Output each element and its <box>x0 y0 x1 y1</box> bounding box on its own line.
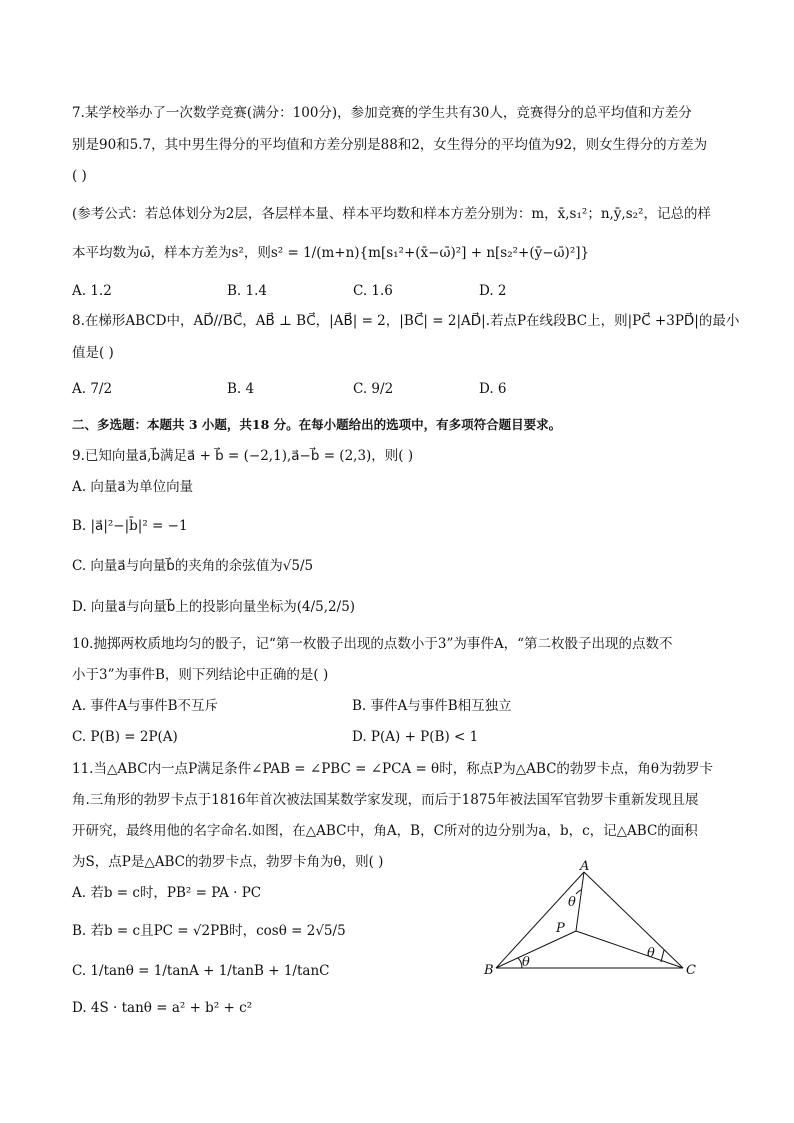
q8-option-b: B. 4 <box>227 381 255 397</box>
q8-line1: 8.在梯形ABCD中，AD⃗//BC⃗，AB⃗ ⊥ BC⃗，|AB⃗| = 2，|BC⃗| = 2|AD⃗|.若点P在线段BC上，则|PC⃗ +3PD⃗|的最小 <box>72 313 740 329</box>
label-b: B <box>484 963 494 978</box>
q8-option-a: A. 7/2 <box>72 381 113 397</box>
q11-option-b: B. 若b = c且PC = √2PB时，cosθ = 2√5/5 <box>72 923 346 939</box>
q11-option-c: C. 1/tanθ = 1/tanA + 1/tanB + 1/tanC <box>72 963 330 979</box>
q11-option-d: D. 4S · tanθ = a² + b² + c² <box>72 1000 253 1016</box>
q10-option-d: D. P(A) + P(B) < 1 <box>352 729 479 745</box>
q7-line1: 7.某学校举办了一次数学竞赛(满分：100分)，参加竞赛的学生共有30人，竞赛得分的总平均值和方差分 <box>72 105 692 121</box>
angle-arc-a <box>576 890 581 894</box>
q10-line1: 10.抛掷两枚质地均匀的骰子，记“第一枚骰子出现的点数小于3”为事件A，“第二枚骰子出现的点数不 <box>72 636 673 652</box>
segment-pa <box>576 872 584 931</box>
q7-option-a: A. 1.2 <box>72 283 112 299</box>
label-theta-b: θ <box>522 955 530 970</box>
label-theta-a: θ <box>568 895 576 910</box>
q7-option-c: C. 1.6 <box>353 283 393 299</box>
brocard-triangle-figure <box>478 858 718 988</box>
q8-line2: 值是( ) <box>72 345 114 361</box>
side-ca <box>584 872 683 968</box>
section-heading: 二、多选题：本题共 3 小题，共18 分。在每小题给出的选项中，有多项符合题目要求。 <box>72 417 562 432</box>
q7-note2: 本平均数为ω̄，样本方差为s²，则s² = 1/(m+n){m[s₁²+(x̄−ω̄)²] + n[s₂²+(ȳ−ω̄)²]} <box>72 245 590 261</box>
segment-pb <box>496 931 576 968</box>
angle-arc-c <box>661 950 664 962</box>
q11-option-a: A. 若b = c时，PB² = PA · PC <box>72 885 262 901</box>
q9-option-c: C. 向量a⃗与向量b⃗的夹角的余弦值为√5/5 <box>72 558 314 574</box>
q11-line2: 角.三角形的勃罗卡点于1816年首次被法国某数学家发现，而后于1875年被法国军官勃罗卡重新发现且展 <box>72 792 699 808</box>
label-theta-c: θ <box>647 946 655 961</box>
q7-option-b: B. 1.4 <box>227 283 267 299</box>
q8-option-d: D. 6 <box>479 381 507 397</box>
q7-note1: (参考公式：若总体划分为2层，各层样本量、样本平均数和样本方差分别为：m，x̄,s₁²；n,ȳ,s₂²，记总的样 <box>72 206 711 222</box>
label-c: C <box>686 963 696 978</box>
q10-option-a: A. 事件A与事件B不互斥 <box>72 698 219 714</box>
q7-line3: ( ) <box>72 168 87 184</box>
label-a: A <box>580 859 590 874</box>
q9-line1: 9.已知向量a⃗,b⃗满足a⃗ + b⃗ = (−2,1),a⃗−b⃗ = (2,3)，则( ) <box>72 448 414 464</box>
q9-option-b: B. |a⃗|²−|b̄|² = −1 <box>72 518 188 534</box>
side-ab <box>496 872 584 968</box>
segment-pc <box>576 931 683 968</box>
q9-option-d: D. 向量a⃗与向量b⃗上的投影向量坐标为(4/5,2/5) <box>72 599 356 615</box>
q11-line3: 开研究，最终用他的名字命名.如图，在△ABC中，角A，B，C所对的边分别为a，b，c，记△ABC的面积 <box>72 823 698 839</box>
q8-option-c: C. 9/2 <box>353 381 394 397</box>
q10-option-b: B. 事件A与事件B相互独立 <box>352 698 512 714</box>
q9-option-a: A. 向量a⃗为单位向量 <box>72 479 194 495</box>
q11-line1: 11.当△ABC内一点P满足条件∠PAB = ∠PBC = ∠PCA = θ时，称点P为△ABC的勃罗卡点，角θ为勃罗卡 <box>72 761 714 777</box>
q7-line2: 别是90和5.7，其中男生得分的平均值和方差分别是88和2，女生得分的平均值为92，则女生得分的方差为 <box>72 137 708 153</box>
q10-line2: 小于3”为事件B，则下列结论中正确的是( ) <box>72 667 329 683</box>
label-p: P <box>556 921 565 936</box>
q7-option-d: D. 2 <box>479 283 507 299</box>
q11-line4: 为S，点P是△ABC的勃罗卡点，勃罗卡角为θ，则( ) <box>72 854 384 870</box>
q10-option-c: C. P(B) = 2P(A) <box>72 729 178 745</box>
